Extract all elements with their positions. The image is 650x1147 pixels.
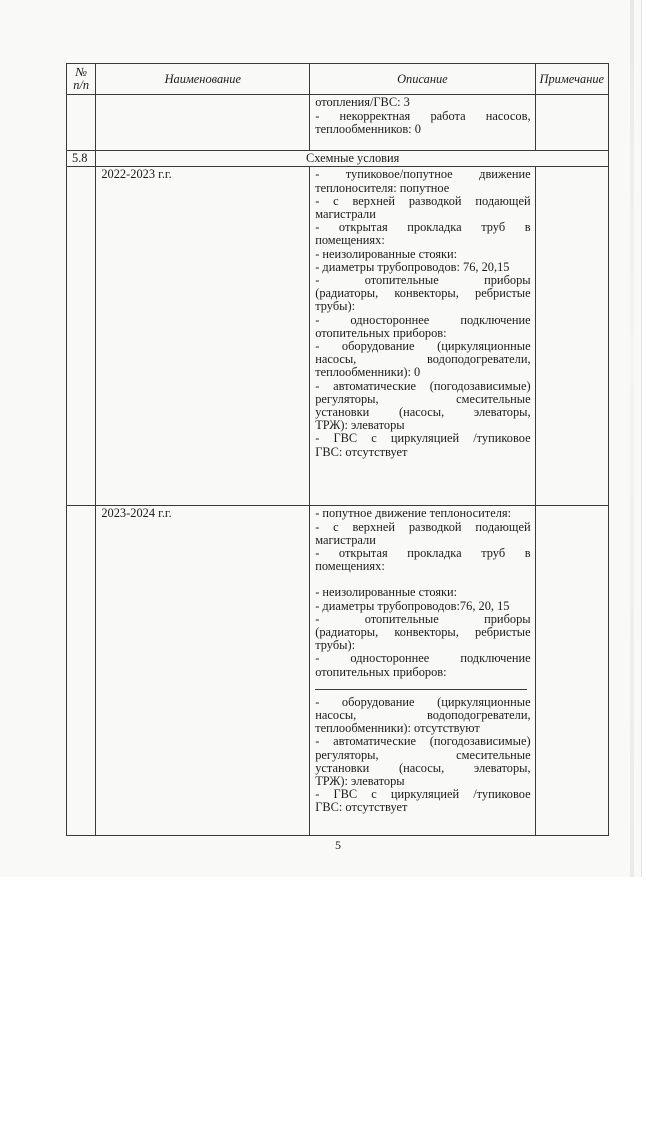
- row-description: [310, 167, 535, 506]
- description-line: теплообменников: 0: [315, 121, 421, 136]
- continued-num-cell: [67, 95, 96, 151]
- section-row: [67, 151, 609, 167]
- description-line: ТРЖ): элеваторы: [315, 774, 405, 789]
- description-line: отопления/ГВС: 3: [315, 95, 410, 110]
- table-row: [67, 167, 609, 506]
- description-line: регуляторы, смесительные: [315, 391, 531, 406]
- page-number: 5: [335, 838, 341, 852]
- description-line: помещениях:: [315, 233, 385, 248]
- description-line: насосы, водоподогреватели,: [315, 708, 531, 723]
- table-header-row: [67, 64, 609, 95]
- description-line: - открытая прокладка труб в: [315, 220, 531, 235]
- description-line: - отопительные приборы: [315, 273, 531, 288]
- description-line: (радиаторы, конвекторы, ребристые: [315, 625, 531, 640]
- description-line: - автоматические (погодозависимые): [315, 734, 531, 749]
- row-note-cell: [535, 506, 608, 836]
- description-line: - с верхней разводкой подающей: [315, 519, 531, 534]
- row-note-cell: [535, 167, 608, 506]
- description-line: - диаметры трубопроводов: 76, 20,15: [315, 259, 510, 274]
- description-line: - одностороннее подключение: [315, 312, 531, 327]
- row-name: 2023-2024 г.г.: [96, 506, 310, 836]
- description-line: - диаметры трубопроводов:76, 20, 15: [315, 598, 510, 613]
- description-line: ТРЖ): элеваторы: [315, 418, 405, 433]
- description-line: трубы):: [315, 638, 356, 653]
- continued-name-cell: [96, 95, 310, 151]
- description-line: теплоносителя: попутное: [315, 180, 450, 195]
- table-row: [67, 506, 609, 836]
- section-number: 5.8: [67, 151, 96, 167]
- description-line: отопительных приборов:: [315, 325, 447, 340]
- header-num: № п/п: [67, 64, 96, 95]
- row-num-cell: [67, 506, 96, 836]
- description-line: - оборудование (циркуляционные: [315, 694, 531, 709]
- scan-edge-shadow: [630, 0, 634, 877]
- description-line: трубы):: [315, 299, 356, 314]
- description-line: ГВС: отсутствует: [315, 444, 408, 459]
- row-description: [310, 506, 535, 836]
- section-title: Схемные условия: [96, 151, 609, 167]
- description-line: - некорректная работа насосов,: [315, 108, 531, 123]
- row-name: 2022-2023 г.г.: [96, 167, 310, 506]
- description-line: - оборудование (циркуляционные: [315, 339, 531, 354]
- description-line: - отопительные приборы: [315, 611, 531, 626]
- description-line: магистрали: [315, 207, 376, 222]
- blank-underline: [315, 679, 526, 690]
- header-name: Наименование: [96, 64, 310, 95]
- description-line: установки (насосы, элеваторы,: [315, 760, 531, 775]
- header-description: Описание: [310, 64, 535, 95]
- description-line: отопительных приборов:: [315, 664, 447, 679]
- continued-note-cell: [535, 95, 608, 151]
- description-line: регуляторы, смесительные: [315, 747, 531, 762]
- description-line: - тупиковое/попутное движение: [315, 167, 531, 182]
- row-num-cell: [67, 167, 96, 506]
- description-line: насосы, водоподогреватели,: [315, 352, 531, 367]
- description-line: помещениях:: [315, 559, 385, 574]
- description-line: - неизолированные стояки:: [315, 585, 458, 600]
- description-line: теплообменники): 0: [315, 365, 421, 380]
- description-line: теплообменники): отсутствуют: [315, 721, 480, 736]
- continued-description-cell: [310, 95, 535, 151]
- description-line: - открытая прокладка труб в: [315, 546, 531, 561]
- description-line: - с верхней разводкой подающей: [315, 193, 531, 208]
- description-line: - автоматические (погодозависимые): [315, 378, 531, 393]
- description-line: установки (насосы, элеваторы,: [315, 405, 531, 420]
- header-note: Примечание: [535, 64, 608, 95]
- description-line: - одностороннее подключение: [315, 651, 531, 666]
- description-line: ГВС: отсутствует: [315, 800, 408, 815]
- document-table: [66, 63, 609, 836]
- description-line: (радиаторы, конвекторы, ребристые: [315, 286, 531, 301]
- description-line: - попутное движение теплоносителя:: [315, 506, 512, 521]
- continued-row: [67, 95, 609, 151]
- description-line: магистрали: [315, 532, 376, 547]
- description-line: - ГВС с циркуляцией /тупиковое: [315, 431, 531, 446]
- description-line: - неизолированные стояки:: [315, 246, 458, 261]
- description-line: - ГВС с циркуляцией /тупиковое: [315, 787, 531, 802]
